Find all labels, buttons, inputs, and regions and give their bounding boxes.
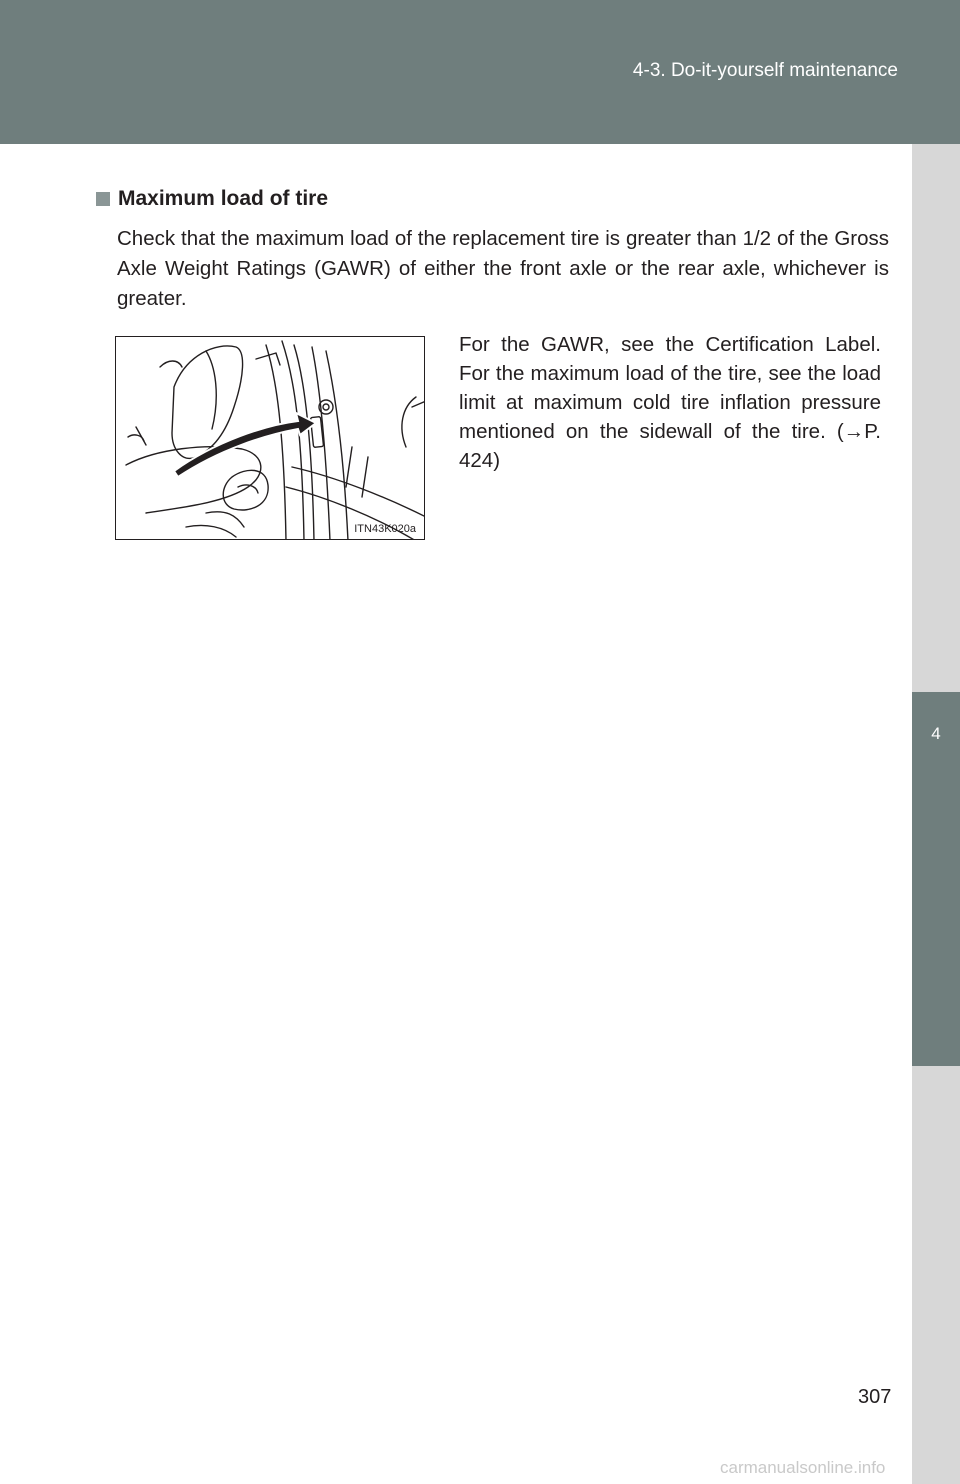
- caption-text: For the GAWR, see the Certification Label. For the maximum load of the tire, see the load limit at maximum cold tire inflation pressure mentioned on the sidewall of the tire. (: [459, 333, 881, 443]
- chapter-tab[interactable]: [912, 692, 960, 1066]
- heading-text: Maximum load of tire: [118, 187, 329, 210]
- section-heading: [96, 187, 328, 211]
- header-band: [0, 0, 960, 144]
- caption-close: ): [493, 449, 501, 472]
- page-reference-link[interactable]: →P. 424: [459, 420, 881, 472]
- side-tab-upper: [912, 144, 960, 692]
- figure-caption: [459, 330, 881, 475]
- watermark: carmanualsonline.info: [720, 1458, 886, 1477]
- side-tab-lower: [912, 1066, 960, 1484]
- chapter-number: 4: [931, 724, 941, 743]
- certification-label-illustration: [115, 336, 425, 540]
- door-pillar-drawing: [116, 337, 425, 540]
- page-number: 307: [858, 1386, 892, 1408]
- body-paragraph: Check that the maximum load of the replacement tire is greater than 1/2 of the Gross Axle Weight Ratings (GAWR) of either the front axle or the rear axle, whichever is greater.: [117, 227, 889, 310]
- figure-code: ITN43K020a: [354, 523, 416, 535]
- section-title: 4-3. Do-it-yourself maintenance: [632, 60, 898, 81]
- chapter-label: Maintenance and care: [14, 830, 34, 1015]
- square-bullet-icon: [96, 192, 110, 206]
